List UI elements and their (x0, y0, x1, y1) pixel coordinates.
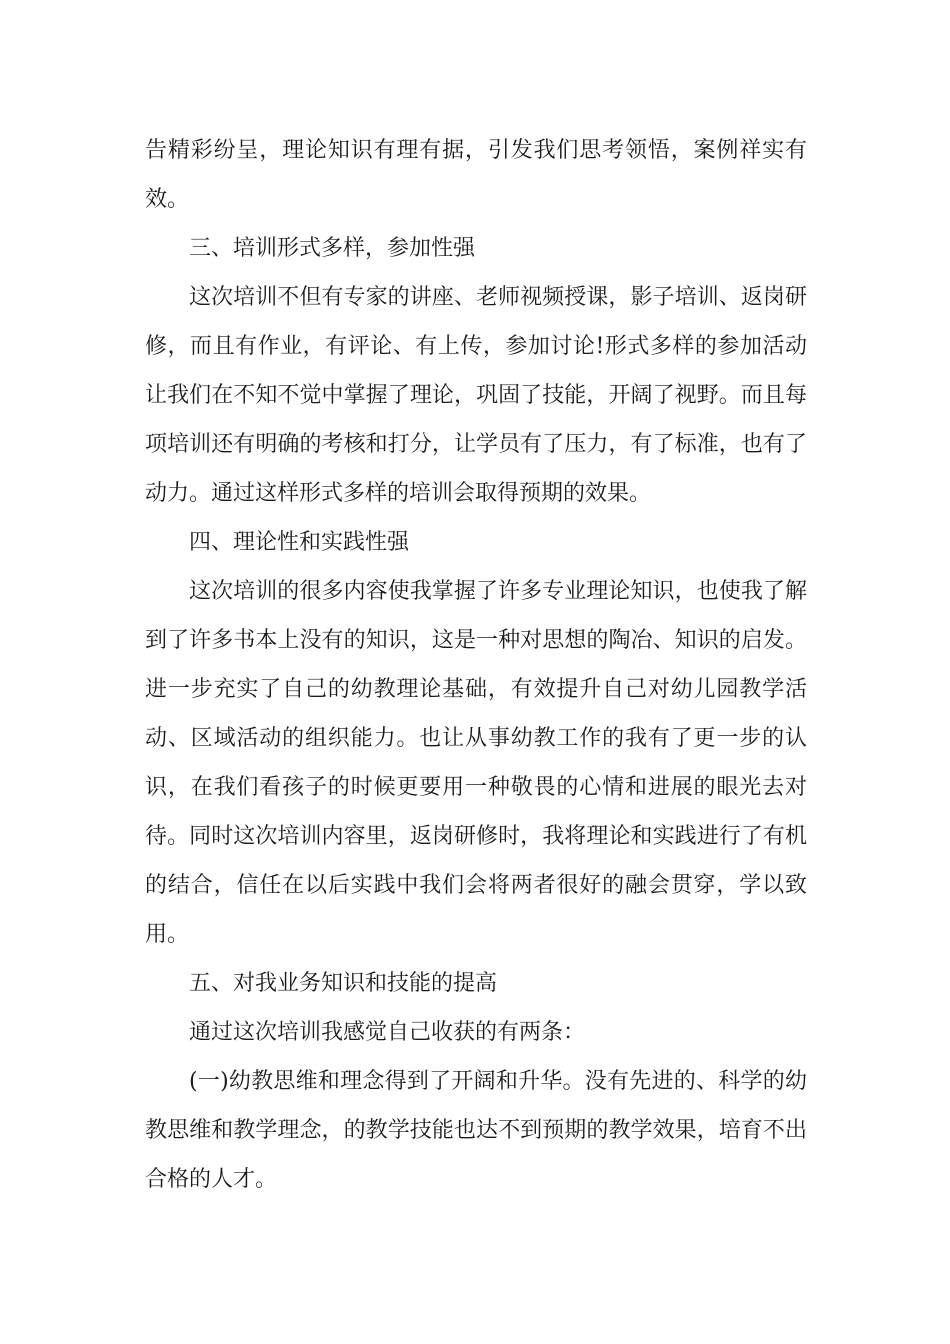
paragraph-gains-intro: 通过这次培训我感觉自己收获的有两条： (189, 1020, 586, 1045)
section-heading-4: 四、理论性和实践性强 (189, 530, 410, 555)
paragraph-gain-1: (一)幼教思维和理念得到了开阔和升华。没有先进的、科学的幼教思维和教学理念，的教学技能也达不到预期的教学效果，培育不出合格的人才。 (145, 1069, 807, 1192)
document-page (145, 126, 807, 1204)
section-heading-3: 三、培训形式多样，参加性强 (189, 236, 476, 261)
paragraph-theory-practice: 这次培训的很多内容使我掌握了许多专业理论知识，也使我了解到了许多书本上没有的知识，这是一种对思想的陶冶、知识的启发。进一步充实了自己的幼教理论基础，有效提升自己对幼儿园教学活动、区域活动的组织能力。也让从事幼教工作的我有了更一步的认识，在我们看孩子的时候更要用一种敬畏的心情和进展的眼光去对待。同时这次培训内容里，返岗研修时，我将理论和实践进行了有机的结合，信任在以后实践中我们会将两者很好的融会贯穿，学以致用。 (145, 579, 807, 947)
paragraph-continued: 告精彩纷呈，理论知识有理有据，引发我们思考领悟，案例祥实有效。 (145, 138, 807, 212)
paragraph-training-forms: 这次培训不但有专家的讲座、老师视频授课，影子培训、返岗研修，而且有作业，有评论、有上传，参加讨论!形式多样的参加活动让我们在不知不觉中掌握了理论，巩固了技能，开阔了视野。而且每项培训还有明确的考核和打分，让学员有了压力，有了标准，也有了动力。通过这样形式多样的培训会取得预期的效果。 (145, 285, 807, 506)
section-heading-5: 五、对我业务知识和技能的提高 (189, 971, 498, 996)
